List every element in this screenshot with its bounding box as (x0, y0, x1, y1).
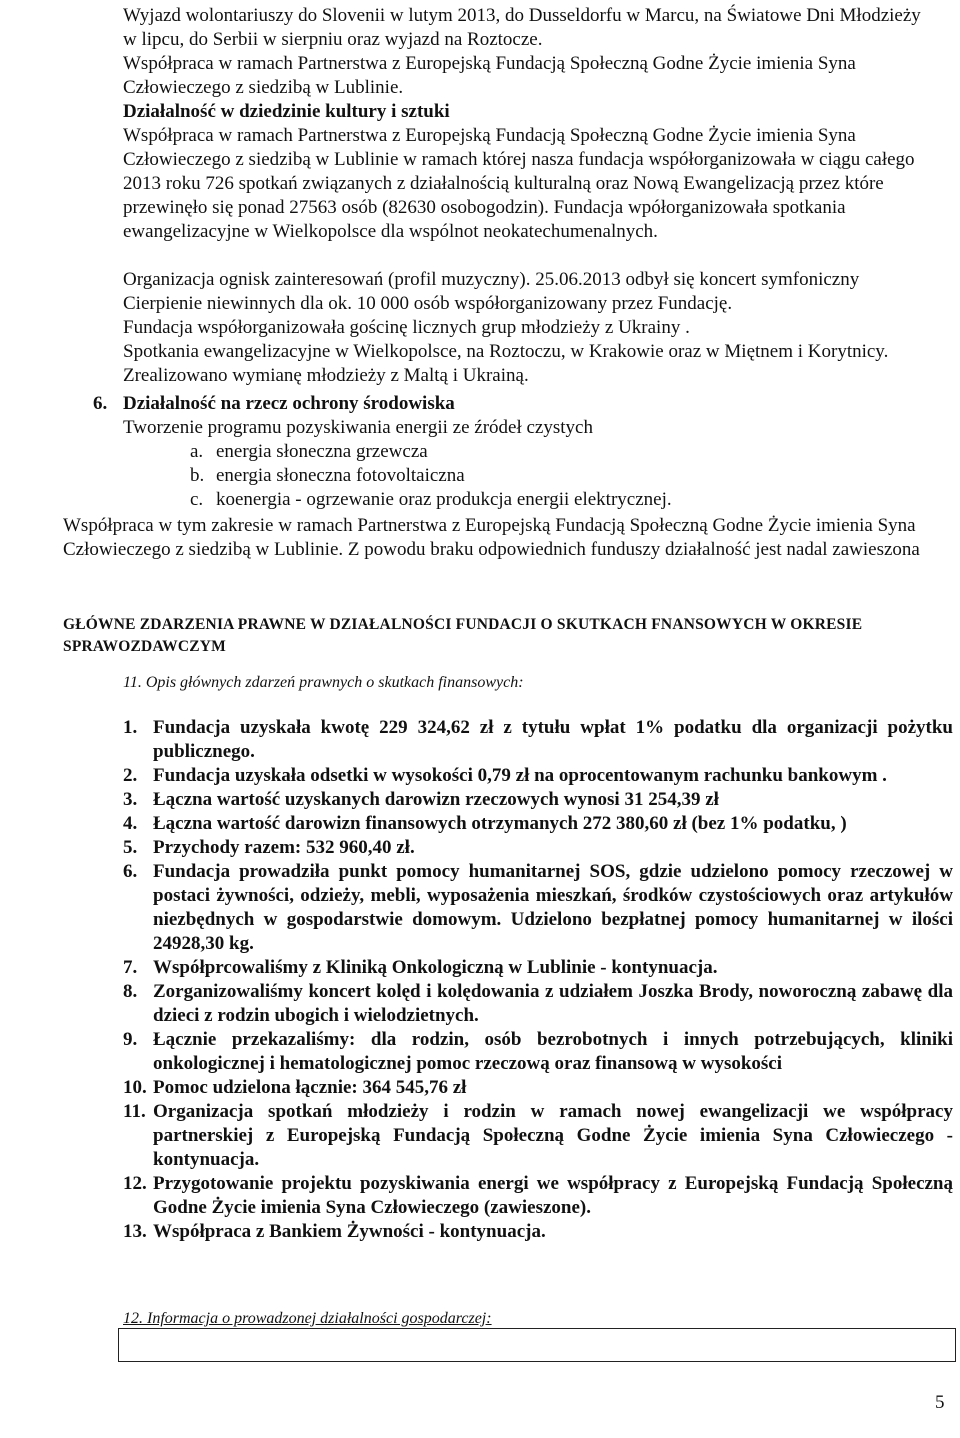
section-6-heading: Działalność na rzecz ochrony środowiska (123, 393, 455, 414)
list-item (123, 1028, 953, 1076)
list-item (123, 1100, 953, 1172)
list-item (123, 1076, 953, 1100)
list-item-number: 12. (123, 1173, 147, 1194)
list-item-number: 1. (123, 717, 138, 738)
section-6-intro: Tworzenie programu pozyskiwania energii ze źródeł czystych (123, 417, 593, 438)
subsection-12-title: 12. Informacja o prowadzonej działalności gospodarczej: (123, 1310, 492, 1327)
list-item-text: Pomoc udzielona łącznie: 364 545,76 zł (153, 1077, 467, 1098)
list-item-text: Fundacja uzyskała odsetki w wysokości 0,79 zł na oprocentowanym rachunku bankowym . (153, 765, 887, 786)
list-item-number: 8. (123, 981, 138, 1002)
list-item-text: Fundacja prowadziła punkt pomocy humanitarnej SOS, gdzie udzielono pomocy rzeczowej w postaci żywności, odzieży, mebli, wyposażenia mieszkań, środków czystościowych oraz artykułów niezbędnych w gospodarstwie domowym. Udzielono bezpłatnej pomocy humanitarnej w ilości 24928,30 kg. (153, 861, 953, 954)
list-item-text: Łączna wartość darowizn finansowych otrzymanych 272 380,60 zł (bez 1% podatku, ) (153, 813, 847, 834)
culture-paragraph-4: Spotkania ewangelizacyjne w Wielkopolsce, na Roztoczu, w Krakowie oraz w Miętnem i Korytnicy. Zrealizowano wymianę młodzieży z Maltą i Ukrainą. (123, 341, 889, 386)
list-item-number: 2. (123, 765, 138, 786)
paragraph-partnership: Współpraca w ramach Partnerstwa z Europejską Fundacją Społeczną Godne Życie imienia Syna Człowieczego z siedzibą w Lublinie. (123, 53, 856, 98)
energy-item: c. koenergia - ogrzewanie oraz produkcja energii elektrycznej. (190, 489, 672, 510)
list-item (123, 1172, 953, 1220)
list-item-text: Łącznie przekazaliśmy: dla rodzin, osób bezrobotnych i innych potrzebujących, kliniki onkologicznej i hematologicznej pomoc rzeczową oraz finansową w wysokości (153, 1029, 953, 1074)
energy-item: b. energia słoneczna fotovoltaiczna (190, 465, 465, 486)
section-6-title (93, 392, 455, 416)
list-item (123, 1220, 953, 1244)
culture-paragraph-3: Fundacja współorganizowała gościnę licznych grup młodzieży z Ukrainy . (123, 317, 690, 338)
page-number: 5 (935, 1392, 945, 1413)
culture-paragraph-1: Współpraca w ramach Partnerstwa z Europejską Fundacją Społeczną Godne Życie imienia Syna Człowieczego z siedzibą w Lublinie w ramach której nasza fundacja współorganizowała w ciągu całego 2013 roku 726 spotkań związanych z działalnością kulturalną oraz Nową Ewangelizacją przez które przewinęło się ponad 27563 osób (82630 osobogodzin). Fundacja wpółorganizowała spotkania ewangelizacyjne w Wielkopolsce dla wspólnot neokatechumenalnych. (123, 125, 915, 242)
list-item-number: 5. (123, 837, 138, 858)
energy-item: a. energia słoneczna grzewcza (190, 441, 428, 462)
list-item-number: 7. (123, 957, 138, 978)
list-item (123, 836, 953, 860)
list-item-text: Zorganizowaliśmy koncert kolęd i kolędowania z udziałem Joszka Brody, noworoczną zabawę dla dzieci z rodzin ubogich i wielodzietnych. (153, 981, 953, 1026)
main-heading: GŁÓWNE ZDARZENIA PRAWNE W DZIAŁALNOŚCI FUNDACJI O SKUTKACH FNANSOWYCH W OKRESIE SPRAWOZDAWCZYM (63, 616, 863, 655)
section-6-closing: Współpraca w tym zakresie w ramach Partnerstwa z Europejską Fundacją Społeczną Godne Życie imienia Syna Człowieczego z siedzibą w Lublinie. Z powodu braku odpowiednich funduszy działalność jest nadal zawieszona (63, 515, 920, 560)
list-item (123, 716, 953, 764)
list-item (123, 764, 953, 788)
list-item-text: Łączna wartość uzyskanych darowizn rzeczowych wynosi 31 254,39 zł (153, 789, 719, 810)
list-item-number: 11. (123, 1101, 146, 1122)
business-activity-box (118, 1328, 956, 1362)
list-item-text: Organizacja spotkań młodzieży i rodzin w ramach nowej ewangelizacji we współpracy partnerskiej z Europejską Fundacją Społeczną Godne Życie imienia Syna Człowieczego - kontynuacja. (153, 1101, 953, 1170)
list-item-text: Przygotowanie projektu pozyskiwania energi we współpracy z Europejską Fundacją Społeczną Godne Życie imienia Syna Człowieczego (zawieszone). (153, 1173, 953, 1218)
list-item-text: Fundacja uzyskała kwotę 229 324,62 zł z tytułu wpłat 1% podatku dla organizacji pożytku publicznego. (153, 717, 953, 762)
culture-heading: Działalność w dziedzinie kultury i sztuki (123, 101, 450, 122)
subsection-11-title: 11. Opis głównych zdarzeń prawnych o skutkach finansowych: (123, 674, 524, 691)
list-item-number: 13. (123, 1221, 147, 1242)
paragraph-volunteer-trips: Wyjazd wolontariuszy do Slovenii w lutym 2013, do Dusseldorfu w Marcu, na Światowe Dni Młodzieży w lipcu, do Serbii w sierpniu oraz wyjazd na Roztocze. (123, 5, 921, 50)
list-item (123, 956, 953, 980)
list-item (123, 860, 953, 956)
financial-events-list (123, 716, 953, 1244)
list-item-number: 4. (123, 813, 138, 834)
list-item (123, 812, 953, 836)
list-item-text: Współprcowaliśmy z Kliniką Onkologiczną w Lublinie - kontynuacja. (153, 957, 718, 978)
list-item-text: Współpraca z Bankiem Żywności - kontynuacja. (153, 1221, 546, 1242)
list-item-text: Przychody razem: 532 960,40 zł. (153, 837, 415, 858)
list-item-number: 9. (123, 1029, 138, 1050)
list-item-number: 6. (123, 861, 138, 882)
list-item (123, 788, 953, 812)
list-item-number: 3. (123, 789, 138, 810)
list-item (123, 980, 953, 1028)
list-item-number: 10. (123, 1077, 147, 1098)
section-6-number: 6. (93, 393, 108, 414)
culture-paragraph-2: Organizacja ognisk zainteresowań (profil muzyczny). 25.06.2013 odbył się koncert symfoniczny Cierpienie niewinnych dla ok. 10 000 osób współorganizowany przez Fundację. (123, 269, 860, 314)
